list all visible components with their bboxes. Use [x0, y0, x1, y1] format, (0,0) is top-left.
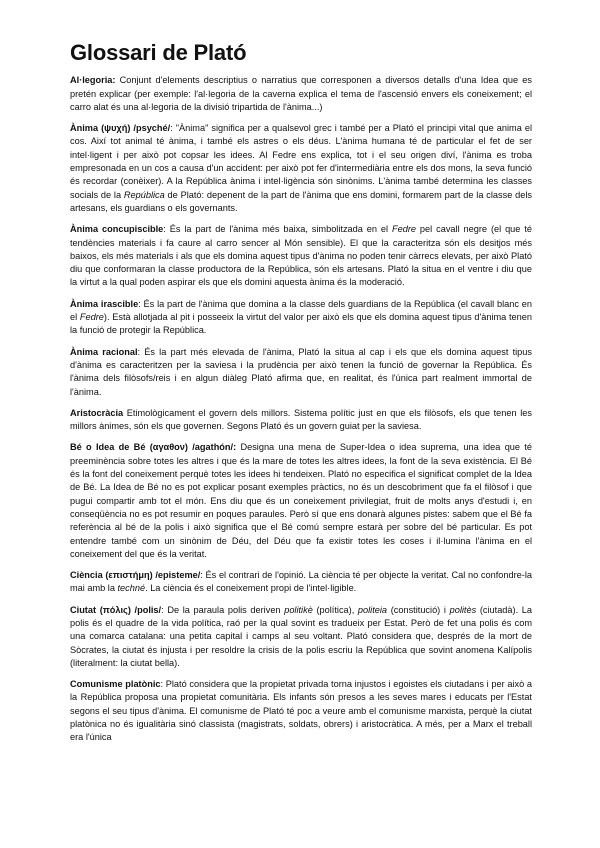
entry-italic-text: politikè — [284, 604, 313, 615]
entry-definition-text: (constitució) i — [387, 604, 450, 615]
entry-italic-text: politeia — [357, 604, 388, 615]
glossary-entry-anima — [70, 122, 532, 215]
entry-definition-text: de Plató: depenent de la part de l'ànima que ens domini, formarem part de la classe dels artesans, els guardians o els governants. — [70, 189, 532, 213]
entry-definition-text: Etimològicament el govern dels millors. Sistema polític just en que els filòsofs, els que tenen les millors ànimes, són els que governen. Segons Plató és un govern guiat per la saviesa. — [70, 407, 532, 432]
entry-term: Comunisme platònic — [70, 679, 161, 690]
glossary-entry-allegoria — [70, 74, 532, 114]
entry-definition-text: : Plató considera que la propietat privada torna injustos i egoistes els ciutadans i per això a la República proposa una propietat comunitària. Els infants són presos a les seves mares i educats per l'Estat segons el seu tipus d'ànima. El comunisme de Plató té poc a veure amb el comunisme marxista, perquè la ciutat platònica no és igualitària sinó classista (magistrats, soldats, obrers) i aristocràtica. A més, per a Marx el treball era l'única — [70, 679, 532, 743]
entry-term: Ànima racional — [70, 346, 138, 357]
glossary-entry-aristocracia — [70, 407, 532, 434]
entry-term: Ciutat (πόλις) /polis/ — [70, 604, 162, 615]
glossary-entry-irascible — [70, 298, 532, 338]
entry-definition-text: : "Ànima" significa per a qualsevol grec i també per a Plató el principi vital que anima el cos. Així tot animal té ànima, i també els astres o els déus. L'ànima humana té de particular el fet de ser intel·ligent i per això pot copsar les idees. Al Fedre ens explica, tot i el seu origen diví, l'ànima es troba empresonada en un cos a causa d'un accident: per això pot fer d'intermediària entre els dos mons, la seva funció és recordar (conèixer). A la República ànima i intel·ligència són sinònims. L'ànima també determina les classes socials de la — [70, 123, 532, 200]
entry-definition-text: . La ciència és el coneixement propi de l'intel·ligible. — [145, 583, 357, 594]
entry-italic-text: politès — [449, 604, 477, 615]
glossary-list — [70, 74, 532, 744]
glossary-entry-ciutat — [70, 604, 532, 670]
entry-definition-text: : De la paraula polis deriven — [161, 604, 285, 615]
entry-definition-text: : És el contrari de l'opinió. La ciència té per objecte la veritat. Cal no confondre-la mai amb la — [70, 570, 532, 594]
entry-term: Ànima concupiscible — [70, 224, 164, 235]
entry-italic-text: República — [123, 189, 165, 200]
entry-italic-text: Fedre — [79, 312, 104, 323]
entry-term: Bé o Idea de Bé (αγαθον) /agathón/: — [70, 442, 237, 453]
entry-italic-text: techné — [117, 583, 146, 594]
page-title: Glossari de Plató — [70, 40, 247, 65]
document-page — [70, 40, 532, 840]
entry-definition-text: Conjunt d'elements descriptius o narratius que corresponen a diversos detalls d'una Idea que es pretén explicar (per exemple: l'al·legoria de la caverna explica el tema de l'ascensió envers els coneixement; el carro alat és una al·legoria de la divisió tripartida de l'ànima...) — [70, 75, 532, 112]
glossary-entry-racional — [70, 346, 532, 399]
entry-definition-text: : És la part de l'ànima que domina a la classe dels guardians de la República (el cavall blanc en el — [70, 298, 532, 323]
entry-definition-text: : És la part més elevada de l'ànima, Plató la situa al cap i els que els domina aquest tipus d'ànima es caracteritzen per la saviesa i la prudència per això tenen la funció de governar la República. És l'ànima dels filòsofs/reis i en algun diàleg Plató afirma que, en realitat, és l'única part realment immortal de l'ànima. — [70, 346, 532, 397]
glossary-entry-be — [70, 441, 532, 561]
entry-italic-text: Fedre — [392, 224, 417, 235]
entry-term: Ciència (επιστήμη) /episteme/ — [70, 570, 201, 581]
entry-definition-text: Designa una mena de Super-Idea o idea suprema, una idea que té preeminència sobre totes les altres i que és la mare de totes les altres idees, la font de la seva existència. El Bé és la font del coneixement perquè totes les idees hi tendeixen. Plató no especifica el significat complet de la Idea de Bé. La Idea de Bé no es pot explicar posant exemples pràctics, no és un descobriment que fa el filòsof i que pugui compartir amb tot el món. Ens diu que és un coneixement privilegiat, fruit de molts anys d'estudi i, en conseqüència no es pot resumir en poques paraules. Però sí que ens donarà algunes pistes: sabem que el Bé fa referència al bé de la polis i això significa que el Bé comú sempre estarà per sobre del bé particular. Es pot entendre també com un sinònim de Déu, del Déu que fa existir totes les coses i il·lumina l'ànima en el coneixement del que és la veritat. — [70, 442, 532, 559]
entry-term: Ànima irascible — [70, 298, 139, 309]
glossary-entry-concupiscible — [70, 223, 532, 289]
entry-term: Al·legoria: — [70, 75, 116, 86]
entry-definition-text: (política), — [312, 604, 358, 615]
entry-term: Aristocràcia — [70, 407, 124, 418]
glossary-entry-ciencia — [70, 569, 532, 596]
entry-definition-text: : És la part de l'ànima més baixa, simbolitzada en el — [163, 224, 392, 235]
glossary-entry-comunisme — [70, 678, 532, 744]
entry-term: Ànima (ψυχή) /psyché/ — [70, 123, 171, 134]
entry-definition-text: pel cavall negre (el que té tendències materials i fa caure al carro sencer al Món sensible). El que la caracteritza són els desitjos més baixos, els més materials i als que els domina aquest tipus d'ànima no poden tenir càrrecs elevats, per això Plató diu que conformaran la classe productora de la República, són els artesans. Plató la situa en el ventre i diu que la virtut a la qual poden aspirar els que els domini aquesta ànima és la moderació. — [70, 224, 532, 288]
entry-definition-text: (ciutadà). La polis és el quadre de la vida política, raó per la qual sovint es tradueix per Estat. Però de fet una polis és com una comarca catalana: una petita capital i camps al seu voltant. Plató considera que, després de la mort de Sòcrates, la ciutat és injusta i per resoldre la crisis de la polis escriu la República que sovint anomena Kalípolis (literalment: la ciutat bella). — [70, 604, 532, 668]
entry-definition-text: ). Està allotjada al pit i posseeix la virtut del valor per això els que els domina aquest tipus d'ànima tenen la funció de protegir la República. — [70, 312, 532, 336]
